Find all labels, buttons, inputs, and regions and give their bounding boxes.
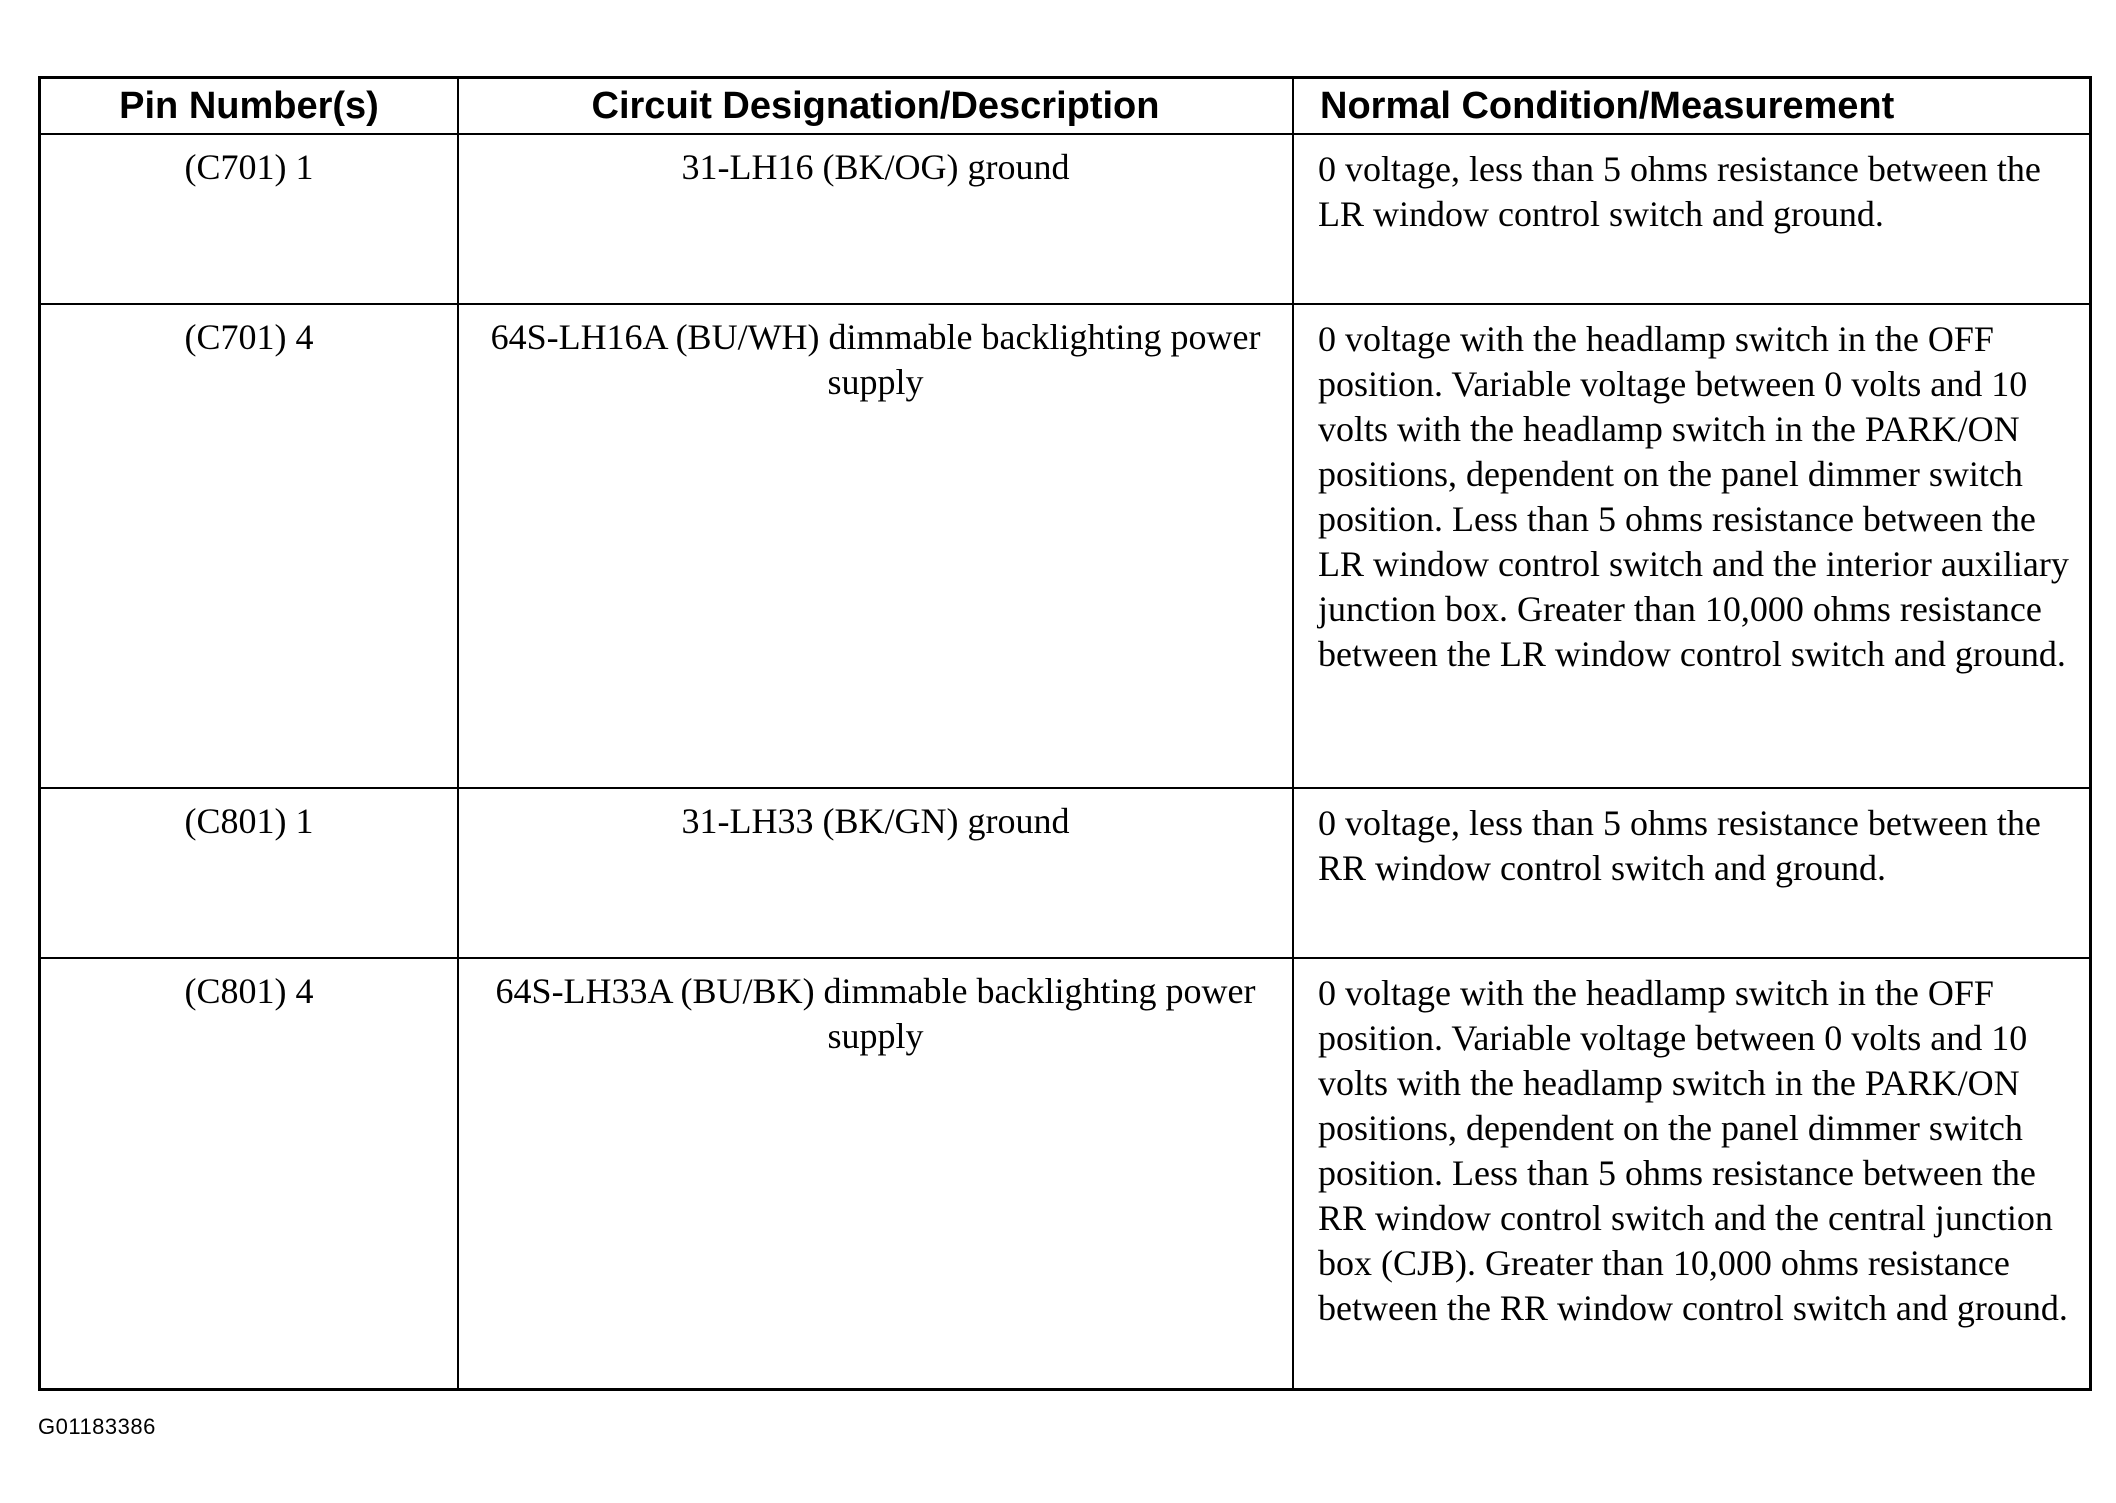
normal-condition-cell: 0 voltage with the headlamp switch in the OFF position. Variable voltage between 0 volts and 10 volts with the headlamp switch in the PARK/ON positions, dependent on the panel dimmer switch position. Less than 5 ohms resistance between the LR window control switch and the interior auxiliary junction box. Greater than 10,000 ohms resistance between the LR window control switch and ground. xyxy=(1293,304,2089,788)
description-cell: 31-LH16 (BK/OG) ground xyxy=(458,134,1293,304)
header-circuit-description: Circuit Designation/Description xyxy=(458,79,1293,134)
description-cell: 31-LH33 (BK/GN) ground xyxy=(458,788,1293,958)
pin-table xyxy=(41,79,2089,1388)
pin-test-table xyxy=(38,76,2092,1391)
header-normal-condition: Normal Condition/Measurement xyxy=(1293,79,2089,134)
normal-condition-cell: 0 voltage, less than 5 ohms resistance between the RR window control switch and ground. xyxy=(1293,788,2089,958)
figure-id: G01183386 xyxy=(38,1414,156,1439)
table-row xyxy=(41,788,2089,958)
normal-condition-cell: 0 voltage with the headlamp switch in the OFF position. Variable voltage between 0 volts and 10 volts with the headlamp switch in the PARK/ON positions, dependent on the panel dimmer switch position. Less than 5 ohms resistance between the RR window control switch and the central junction box (CJB). Greater than 10,000 ohms resistance between the RR window control switch and ground. xyxy=(1293,958,2089,1388)
table-header-row xyxy=(41,79,2089,134)
pin-cell: (C801) 1 xyxy=(41,788,458,958)
pin-cell: (C701) 4 xyxy=(41,304,458,788)
table-row xyxy=(41,304,2089,788)
description-cell: 64S-LH16A (BU/WH) dimmable backlighting power supply xyxy=(458,304,1293,788)
table-row xyxy=(41,958,2089,1388)
table-row xyxy=(41,134,2089,304)
pin-cell: (C701) 1 xyxy=(41,134,458,304)
pin-cell: (C801) 4 xyxy=(41,958,458,1388)
description-cell: 64S-LH33A (BU/BK) dimmable backlighting power supply xyxy=(458,958,1293,1388)
normal-condition-cell: 0 voltage, less than 5 ohms resistance between the LR window control switch and ground. xyxy=(1293,134,2089,304)
header-pin-numbers: Pin Number(s) xyxy=(41,79,458,134)
